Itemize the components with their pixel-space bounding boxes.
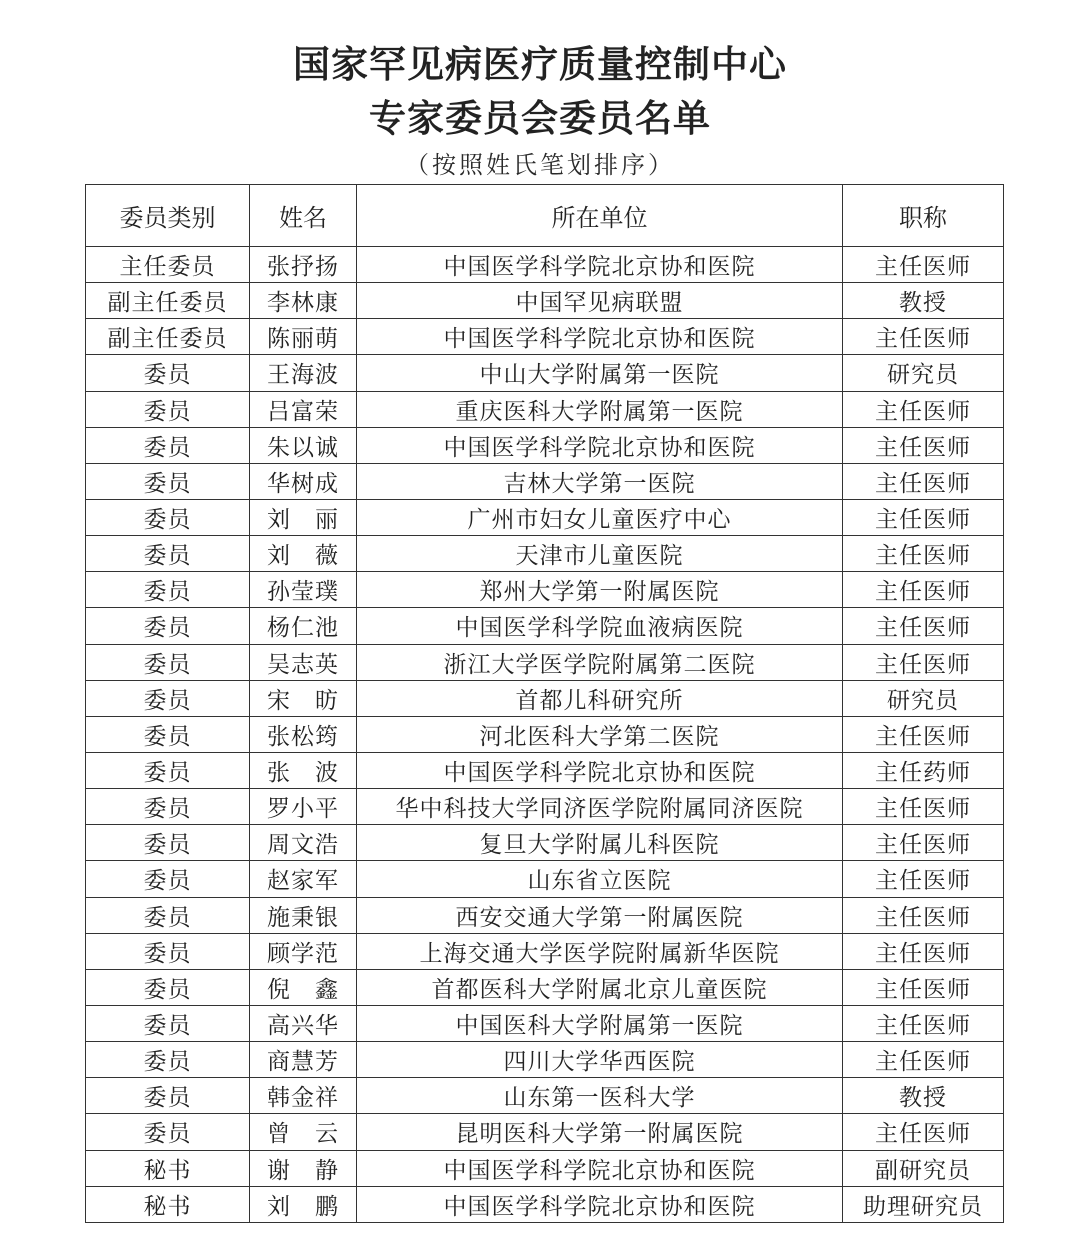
cell-title: 研究员 <box>843 680 1004 716</box>
cell-institution: 中国医学科学院北京协和医院 <box>357 247 843 283</box>
cell-name: 韩金祥 <box>250 1078 357 1114</box>
cell-title: 主任医师 <box>843 427 1004 463</box>
cell-title: 主任医师 <box>843 825 1004 861</box>
table-row <box>86 969 1004 1005</box>
cell-member-category: 委员 <box>86 789 250 825</box>
cell-name: 李林康 <box>250 283 357 319</box>
cell-member-category: 委员 <box>86 1114 250 1150</box>
cell-title: 主任医师 <box>843 716 1004 752</box>
table-row <box>86 319 1004 355</box>
cell-institution: 郑州大学第一附属医院 <box>357 572 843 608</box>
cell-institution: 重庆医科大学附属第一医院 <box>357 391 843 427</box>
table-row <box>86 391 1004 427</box>
table-row <box>86 536 1004 572</box>
table-row <box>86 427 1004 463</box>
cell-member-category: 副主任委员 <box>86 319 250 355</box>
cell-name: 赵家军 <box>250 861 357 897</box>
cell-member-category: 委员 <box>86 933 250 969</box>
cell-name: 刘 鹏 <box>250 1186 357 1222</box>
committee-roster-table <box>85 184 1004 1223</box>
cell-title: 主任医师 <box>843 608 1004 644</box>
cell-member-category: 秘书 <box>86 1186 250 1222</box>
cell-name: 张松筠 <box>250 716 357 752</box>
cell-member-category: 委员 <box>86 861 250 897</box>
cell-member-category: 委员 <box>86 463 250 499</box>
cell-member-category: 主任委员 <box>86 247 250 283</box>
cell-member-category: 委员 <box>86 427 250 463</box>
table-row <box>86 789 1004 825</box>
cell-title: 主任医师 <box>843 536 1004 572</box>
table-row <box>86 463 1004 499</box>
cell-name: 谢 静 <box>250 1150 357 1186</box>
cell-title: 教授 <box>843 283 1004 319</box>
cell-title: 助理研究员 <box>843 1186 1004 1222</box>
header-institution: 所在单位 <box>357 185 843 247</box>
header-name: 姓名 <box>250 185 357 247</box>
cell-name: 高兴华 <box>250 1005 357 1041</box>
cell-title: 主任医师 <box>843 1005 1004 1041</box>
cell-institution: 中国医学科学院北京协和医院 <box>357 1186 843 1222</box>
table-row <box>86 825 1004 861</box>
cell-name: 周文浩 <box>250 825 357 861</box>
cell-member-category: 委员 <box>86 1005 250 1041</box>
cell-member-category: 委员 <box>86 716 250 752</box>
cell-member-category: 委员 <box>86 608 250 644</box>
table-row <box>86 752 1004 788</box>
cell-name: 张 波 <box>250 752 357 788</box>
cell-institution: 西安交通大学第一附属医院 <box>357 897 843 933</box>
table-row <box>86 499 1004 535</box>
cell-name: 宋 昉 <box>250 680 357 716</box>
cell-title: 主任医师 <box>843 1114 1004 1150</box>
cell-title: 主任医师 <box>843 1042 1004 1078</box>
cell-institution: 四川大学华西医院 <box>357 1042 843 1078</box>
cell-name: 吕富荣 <box>250 391 357 427</box>
cell-name: 曾 云 <box>250 1114 357 1150</box>
table-row <box>86 1186 1004 1222</box>
table-row <box>86 1150 1004 1186</box>
cell-institution: 河北医科大学第二医院 <box>357 716 843 752</box>
cell-institution: 首都医科大学附属北京儿童医院 <box>357 969 843 1005</box>
table-row <box>86 355 1004 391</box>
cell-institution: 吉林大学第一医院 <box>357 463 843 499</box>
table-row <box>86 572 1004 608</box>
header-title: 职称 <box>843 185 1004 247</box>
cell-title: 研究员 <box>843 355 1004 391</box>
cell-title: 主任医师 <box>843 861 1004 897</box>
cell-institution: 复旦大学附属儿科医院 <box>357 825 843 861</box>
cell-name: 华树成 <box>250 463 357 499</box>
cell-member-category: 秘书 <box>86 1150 250 1186</box>
cell-institution: 山东省立医院 <box>357 861 843 897</box>
cell-title: 主任药师 <box>843 752 1004 788</box>
cell-title: 主任医师 <box>843 391 1004 427</box>
cell-member-category: 委员 <box>86 644 250 680</box>
cell-institution: 华中科技大学同济医学院附属同济医院 <box>357 789 843 825</box>
document-title-line-1: 国家罕见病医疗质量控制中心 <box>293 43 787 86</box>
cell-title: 主任医师 <box>843 463 1004 499</box>
document-title-line-2: 专家委员会委员名单 <box>369 97 711 140</box>
cell-title: 主任医师 <box>843 933 1004 969</box>
table-row <box>86 608 1004 644</box>
table-row <box>86 897 1004 933</box>
cell-title: 主任医师 <box>843 897 1004 933</box>
table-row <box>86 644 1004 680</box>
cell-institution: 中国医学科学院北京协和医院 <box>357 427 843 463</box>
cell-member-category: 委员 <box>86 391 250 427</box>
cell-institution: 广州市妇女儿童医疗中心 <box>357 499 843 535</box>
cell-name: 商慧芳 <box>250 1042 357 1078</box>
table-row <box>86 283 1004 319</box>
table-row <box>86 716 1004 752</box>
table-row <box>86 861 1004 897</box>
cell-title: 主任医师 <box>843 499 1004 535</box>
cell-name: 刘 薇 <box>250 536 357 572</box>
cell-name: 朱以诚 <box>250 427 357 463</box>
cell-institution: 中山大学附属第一医院 <box>357 355 843 391</box>
cell-member-category: 委员 <box>86 499 250 535</box>
cell-member-category: 委员 <box>86 825 250 861</box>
header-member-category: 委员类别 <box>86 185 250 247</box>
cell-name: 倪 鑫 <box>250 969 357 1005</box>
cell-institution: 中国医学科学院血液病医院 <box>357 608 843 644</box>
cell-institution: 上海交通大学医学院附属新华医院 <box>357 933 843 969</box>
cell-title: 主任医师 <box>843 572 1004 608</box>
cell-member-category: 副主任委员 <box>86 283 250 319</box>
cell-title: 副研究员 <box>843 1150 1004 1186</box>
cell-institution: 浙江大学医学院附属第二医院 <box>357 644 843 680</box>
table-row <box>86 680 1004 716</box>
table-row <box>86 933 1004 969</box>
cell-name: 罗小平 <box>250 789 357 825</box>
cell-institution: 中国医学科学院北京协和医院 <box>357 1150 843 1186</box>
cell-member-category: 委员 <box>86 969 250 1005</box>
cell-institution: 昆明医科大学第一附属医院 <box>357 1114 843 1150</box>
cell-member-category: 委员 <box>86 536 250 572</box>
cell-name: 杨仁池 <box>250 608 357 644</box>
cell-institution: 天津市儿童医院 <box>357 536 843 572</box>
cell-name: 顾学范 <box>250 933 357 969</box>
cell-member-category: 委员 <box>86 1042 250 1078</box>
cell-institution: 首都儿科研究所 <box>357 680 843 716</box>
cell-title: 主任医师 <box>843 789 1004 825</box>
cell-member-category: 委员 <box>86 1078 250 1114</box>
cell-member-category: 委员 <box>86 897 250 933</box>
cell-name: 吴志英 <box>250 644 357 680</box>
cell-name: 陈丽萌 <box>250 319 357 355</box>
table-row <box>86 247 1004 283</box>
cell-name: 刘 丽 <box>250 499 357 535</box>
cell-title: 主任医师 <box>843 969 1004 1005</box>
cell-name: 孙莹璞 <box>250 572 357 608</box>
cell-institution: 中国医学科学院北京协和医院 <box>357 319 843 355</box>
cell-member-category: 委员 <box>86 680 250 716</box>
cell-title: 主任医师 <box>843 644 1004 680</box>
cell-title: 主任医师 <box>843 319 1004 355</box>
cell-member-category: 委员 <box>86 355 250 391</box>
cell-name: 张抒扬 <box>250 247 357 283</box>
table-row <box>86 1005 1004 1041</box>
table-row <box>86 1078 1004 1114</box>
document-subtitle: （按照姓氏笔划排序） <box>405 151 675 179</box>
cell-institution: 中国罕见病联盟 <box>357 283 843 319</box>
cell-title: 教授 <box>843 1078 1004 1114</box>
table-row <box>86 1042 1004 1078</box>
table-row <box>86 1114 1004 1150</box>
table-body <box>86 247 1004 1223</box>
cell-institution: 山东第一医科大学 <box>357 1078 843 1114</box>
table-header-row <box>86 185 1004 247</box>
cell-member-category: 委员 <box>86 752 250 788</box>
cell-title: 主任医师 <box>843 247 1004 283</box>
cell-institution: 中国医科大学附属第一医院 <box>357 1005 843 1041</box>
cell-institution: 中国医学科学院北京协和医院 <box>357 752 843 788</box>
cell-name: 施秉银 <box>250 897 357 933</box>
cell-name: 王海波 <box>250 355 357 391</box>
cell-member-category: 委员 <box>86 572 250 608</box>
